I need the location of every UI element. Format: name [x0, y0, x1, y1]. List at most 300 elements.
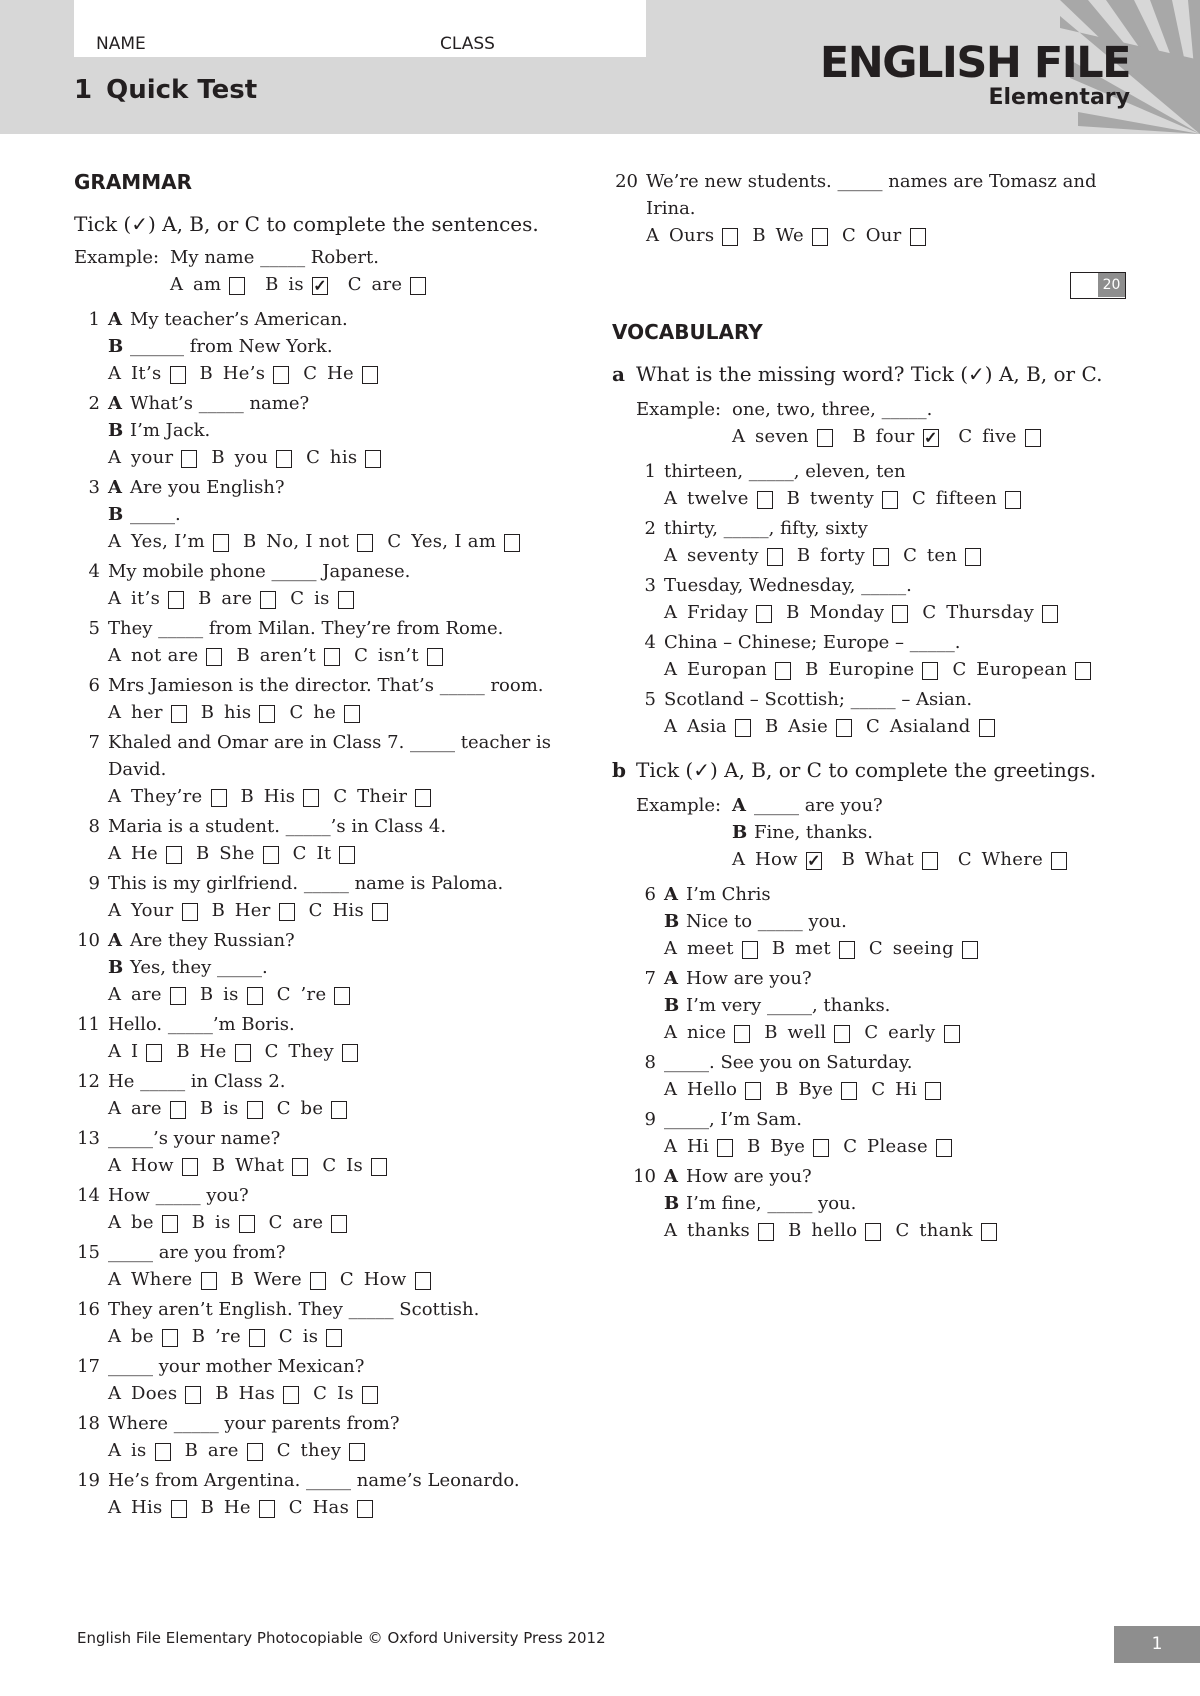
question-item [74, 306, 594, 387]
checkbox[interactable] [331, 1215, 347, 1233]
answer-option[interactable] [313, 1380, 378, 1407]
question-item [74, 729, 594, 810]
checkbox[interactable] [247, 1443, 263, 1461]
question-line: _____’s your name? [108, 1128, 281, 1149]
answer-option[interactable] [215, 1380, 299, 1407]
checkbox[interactable] [717, 1139, 733, 1157]
option-letter: A [664, 716, 677, 737]
answer-option[interactable] [664, 1076, 761, 1103]
checkbox[interactable] [273, 366, 289, 384]
checkbox[interactable] [201, 1272, 217, 1290]
checkbox[interactable] [339, 846, 355, 864]
answer-option[interactable] [200, 981, 263, 1008]
answer-option[interactable] [842, 222, 926, 249]
answer-option[interactable] [354, 642, 443, 669]
checkbox[interactable] [146, 1044, 162, 1062]
question-number: 12 [77, 1071, 100, 1092]
checkbox[interactable] [372, 903, 388, 921]
page-number: 1 [1114, 1626, 1200, 1663]
option-letter: C [276, 1440, 291, 1461]
option-letter: B [752, 225, 766, 246]
answer-option[interactable] [200, 1095, 263, 1122]
answer-options [664, 935, 1132, 962]
question-item [612, 1163, 1132, 1244]
option-letter: C [843, 1136, 858, 1157]
answer-option[interactable] [236, 642, 340, 669]
score-total: 20 [1098, 273, 1125, 297]
option-letter: B [230, 1269, 244, 1290]
checkbox[interactable] [1025, 429, 1041, 447]
answer-option[interactable] [786, 599, 908, 626]
answer-options [664, 485, 1132, 512]
option-text: well [787, 1022, 827, 1043]
checkbox[interactable] [213, 534, 229, 552]
checkbox[interactable] [836, 719, 852, 737]
checkbox[interactable] [171, 1500, 187, 1518]
question-text [108, 1011, 594, 1038]
answer-option[interactable] [340, 1266, 431, 1293]
answer-option[interactable] [646, 222, 738, 249]
question-number: 7 [88, 732, 100, 753]
checkbox[interactable] [722, 228, 738, 246]
checkbox[interactable] [235, 1044, 251, 1062]
speaker-label: A [664, 1166, 678, 1187]
vocab-a-example: Example: one, two, three, _____. A seven B four ✓ C five [612, 396, 1132, 450]
checkbox[interactable] [324, 648, 340, 666]
option-letter: B [775, 1079, 789, 1100]
checkbox[interactable] [834, 1025, 850, 1043]
checkbox[interactable] [168, 591, 184, 609]
answer-option[interactable] [108, 585, 184, 612]
checkbox[interactable] [181, 450, 197, 468]
option-text: Europine [828, 659, 915, 680]
answer-option[interactable] [664, 1217, 774, 1244]
question-text [108, 474, 594, 501]
answer-option[interactable] [277, 1437, 366, 1464]
answer-option[interactable] [303, 360, 378, 387]
checkbox[interactable] [185, 1386, 201, 1404]
checkbox[interactable] [504, 534, 520, 552]
answer-option[interactable] [108, 1152, 198, 1179]
checkbox[interactable] [734, 1025, 750, 1043]
option-text: be [131, 1326, 154, 1347]
question-line: I’m fine, _____ you. [686, 1193, 857, 1214]
checkbox[interactable] [882, 491, 898, 509]
answer-option[interactable] [293, 840, 356, 867]
checkbox[interactable] [342, 1044, 358, 1062]
checkbox[interactable] [1005, 491, 1021, 509]
option-letter: A [108, 1041, 121, 1062]
checkbox[interactable] [155, 1443, 171, 1461]
checkbox[interactable] [276, 450, 292, 468]
answer-option[interactable] [387, 528, 520, 555]
checkbox[interactable] [344, 705, 360, 723]
question-text [108, 417, 594, 444]
question-number: 13 [77, 1128, 100, 1149]
answer-option[interactable] [664, 1133, 733, 1160]
checkbox[interactable] [229, 277, 245, 295]
answer-options [664, 1019, 1132, 1046]
answer-option[interactable] [664, 713, 751, 740]
question-line: How _____ you? [108, 1185, 249, 1206]
question-line: Are they Russian? [130, 930, 295, 951]
question-text [664, 1106, 1132, 1133]
checkbox[interactable] [310, 1272, 326, 1290]
option-text: Asia [687, 716, 727, 737]
option-text: his [223, 702, 252, 723]
checkbox[interactable] [922, 852, 938, 870]
option-text: Has [238, 1383, 276, 1404]
header-band [0, 0, 1200, 134]
answer-option[interactable] [922, 599, 1058, 626]
checkbox[interactable] [247, 1101, 263, 1119]
option-letter: C [276, 984, 291, 1005]
checkbox[interactable] [1051, 852, 1067, 870]
option-text: forty [820, 545, 866, 566]
question-text [108, 390, 594, 417]
question-item [74, 672, 594, 726]
option-text: thanks [687, 1220, 751, 1241]
answer-option[interactable] [108, 360, 186, 387]
checkbox[interactable] [965, 548, 981, 566]
option-text: Where [131, 1269, 193, 1290]
answer-option[interactable] [871, 1076, 941, 1103]
checkbox[interactable] [981, 1223, 997, 1241]
checkbox[interactable] [283, 1386, 299, 1404]
answer-option[interactable] [333, 783, 431, 810]
checkbox[interactable] [944, 1025, 960, 1043]
question-text [664, 908, 1132, 935]
answer-option[interactable] [903, 542, 981, 569]
right-column [612, 168, 1132, 252]
speaker-label: A [664, 968, 678, 989]
checkbox[interactable] [767, 548, 783, 566]
grammar-title: GRAMMAR [74, 170, 192, 194]
checkbox[interactable] [745, 1082, 761, 1100]
checkbox[interactable] [170, 987, 186, 1005]
question-text [664, 881, 1132, 908]
question-text [108, 1068, 594, 1095]
question-number: 1 [88, 309, 100, 330]
answer-option[interactable] [108, 699, 187, 726]
question-number: 6 [644, 884, 656, 905]
checkbox[interactable] [162, 1215, 178, 1233]
option-text: Is [346, 1155, 364, 1176]
checkbox[interactable] [415, 1272, 431, 1290]
answer-option[interactable] [265, 1038, 358, 1065]
checkbox[interactable] [362, 1386, 378, 1404]
answer-option[interactable] [752, 222, 828, 249]
option-text: ’re [215, 1326, 241, 1347]
answer-option[interactable] [290, 585, 353, 612]
checkbox-ticked[interactable]: ✓ [807, 850, 821, 870]
question-line: thirty, _____, fifty, sixty [664, 518, 868, 539]
checkbox[interactable] [331, 1101, 347, 1119]
option-text: is [215, 1212, 231, 1233]
checkbox[interactable] [756, 605, 772, 623]
answer-option[interactable] [108, 642, 222, 669]
checkbox[interactable] [910, 228, 926, 246]
answer-option[interactable] [185, 1437, 263, 1464]
checkbox[interactable] [841, 1082, 857, 1100]
checkbox[interactable] [247, 987, 263, 1005]
option-text: twelve [687, 488, 749, 509]
question-item [612, 965, 1132, 1046]
option-letter: C [387, 531, 402, 552]
answer-option[interactable] [108, 1323, 178, 1350]
answer-option[interactable] [212, 897, 295, 924]
answer-option[interactable] [196, 840, 279, 867]
checkbox[interactable] [410, 277, 426, 295]
answer-option[interactable] [108, 1038, 162, 1065]
answer-option[interactable] [864, 1019, 959, 1046]
checkbox[interactable] [303, 789, 319, 807]
answer-option[interactable] [108, 528, 229, 555]
checkbox[interactable] [334, 987, 350, 1005]
answer-option[interactable] [108, 1437, 171, 1464]
question-line: Tuesday, Wednesday, _____. [664, 575, 912, 596]
answer-option[interactable] [664, 485, 773, 512]
answer-option[interactable] [108, 783, 227, 810]
answer-option[interactable] [201, 699, 276, 726]
checkbox[interactable] [259, 705, 275, 723]
option-text: No, I not [266, 531, 350, 552]
checkbox[interactable] [757, 491, 773, 509]
answer-option[interactable] [952, 656, 1091, 683]
question-item [74, 1467, 594, 1521]
checkbox[interactable] [170, 1101, 186, 1119]
checkbox[interactable] [239, 1215, 255, 1233]
checkbox[interactable] [182, 1158, 198, 1176]
checkbox[interactable] [415, 789, 431, 807]
answer-option[interactable] [277, 981, 351, 1008]
checkbox[interactable] [259, 1500, 275, 1518]
option-letter: A [664, 1022, 677, 1043]
answer-option[interactable] [108, 1380, 201, 1407]
checkbox[interactable] [742, 941, 758, 959]
checkbox[interactable] [263, 846, 279, 864]
option-text: be [131, 1212, 154, 1233]
checkbox[interactable] [775, 662, 791, 680]
answer-option[interactable] [843, 1133, 952, 1160]
answer-option[interactable] [787, 485, 898, 512]
option-text: your [131, 447, 174, 468]
answer-options [108, 1437, 594, 1464]
answer-option[interactable] [788, 1217, 881, 1244]
question-text [108, 870, 594, 897]
checkbox[interactable] [357, 1500, 373, 1518]
answer-option[interactable] [192, 1209, 255, 1236]
option-letter: A [108, 1497, 121, 1518]
checkbox[interactable] [922, 662, 938, 680]
answer-option[interactable] [192, 1323, 265, 1350]
vocab-a-instruction: a What is the missing word? Tick (✓) A, B, or C. [612, 362, 1103, 386]
checkbox[interactable] [279, 903, 295, 921]
answer-option[interactable] [108, 1209, 178, 1236]
answer-option[interactable] [805, 656, 938, 683]
answer-options [664, 656, 1132, 683]
answer-option[interactable] [176, 1038, 250, 1065]
checkbox[interactable] [357, 534, 373, 552]
answer-options [664, 1217, 1132, 1244]
checkbox[interactable] [292, 1158, 308, 1176]
checkbox[interactable] [873, 548, 889, 566]
checkbox[interactable] [1075, 662, 1091, 680]
answer-option[interactable] [201, 1494, 275, 1521]
option-letter: C [306, 447, 320, 468]
checkbox[interactable] [1042, 605, 1058, 623]
answer-option[interactable] [108, 897, 198, 924]
answer-options [664, 542, 1132, 569]
answer-option[interactable] [895, 1217, 996, 1244]
option-text: His [263, 786, 296, 807]
question-item [74, 1182, 594, 1236]
option-text: He [223, 1497, 251, 1518]
answer-option[interactable] [289, 699, 360, 726]
example-label: Example: [74, 247, 160, 268]
checkbox[interactable] [936, 1139, 952, 1157]
question-text [108, 672, 594, 699]
answer-option[interactable] [306, 444, 381, 471]
question-number: 19 [77, 1470, 100, 1491]
answer-option[interactable] [108, 1494, 187, 1521]
option-letter: A [108, 1326, 121, 1347]
answer-option[interactable] [277, 1095, 348, 1122]
question-line: _____. [130, 504, 181, 525]
checkbox[interactable] [839, 941, 855, 959]
checkbox-ticked[interactable]: ✓ [313, 275, 327, 295]
checkbox[interactable] [813, 1139, 829, 1157]
answer-options [646, 222, 1132, 249]
checkbox[interactable] [979, 719, 995, 737]
question-item [612, 458, 1132, 512]
answer-options [108, 699, 594, 726]
option-letter: A [108, 843, 121, 864]
checkbox[interactable] [427, 648, 443, 666]
answer-option[interactable] [212, 1152, 309, 1179]
answer-option[interactable] [289, 1494, 373, 1521]
answer-option[interactable] [108, 444, 197, 471]
question-line: Are you English? [130, 477, 285, 498]
grammar-question-list [74, 306, 594, 1521]
answer-option[interactable] [664, 542, 783, 569]
question-text [646, 168, 1132, 222]
score-input[interactable] [1071, 273, 1099, 297]
question-number: 3 [644, 575, 656, 596]
answer-option[interactable] [866, 713, 995, 740]
answer-option[interactable] [775, 1076, 857, 1103]
answer-option[interactable] [309, 897, 388, 924]
option-letter: C [268, 1212, 283, 1233]
checkbox[interactable] [260, 591, 276, 609]
option-text: fifteen [935, 488, 998, 509]
answer-option[interactable] [231, 1266, 326, 1293]
answer-option[interactable] [269, 1209, 348, 1236]
answer-option[interactable] [912, 485, 1021, 512]
option-letter: B [788, 1220, 802, 1241]
checkbox[interactable] [206, 648, 222, 666]
answer-option[interactable] [322, 1152, 387, 1179]
question-item [74, 1353, 594, 1407]
option-text: He’s [222, 363, 266, 384]
vocab-b-question-list [612, 881, 1132, 1244]
answer-option[interactable] [772, 935, 855, 962]
option-letter: A [664, 1136, 677, 1157]
answer-option[interactable] [664, 935, 758, 962]
checkbox[interactable] [962, 941, 978, 959]
answer-option[interactable] [243, 528, 373, 555]
answer-options [108, 1323, 594, 1350]
checkbox-ticked[interactable]: ✓ [923, 427, 938, 447]
checkbox[interactable] [735, 719, 751, 737]
checkbox[interactable] [349, 1443, 365, 1461]
question-number: 9 [644, 1109, 656, 1130]
checkbox[interactable] [362, 366, 378, 384]
answer-option[interactable] [764, 1019, 850, 1046]
checkbox[interactable] [758, 1223, 774, 1241]
answer-option[interactable] [200, 360, 290, 387]
option-letter: B [211, 900, 225, 921]
question-number: 15 [77, 1242, 100, 1263]
question-text [664, 965, 1132, 992]
answer-option[interactable] [797, 542, 889, 569]
checkbox[interactable] [365, 450, 381, 468]
checkbox[interactable] [892, 605, 908, 623]
checkbox[interactable] [925, 1082, 941, 1100]
answer-option[interactable] [664, 656, 791, 683]
checkbox[interactable] [338, 591, 354, 609]
checkbox[interactable] [211, 789, 227, 807]
answer-option[interactable] [664, 599, 772, 626]
checkbox[interactable] [170, 366, 186, 384]
checkbox[interactable] [865, 1223, 881, 1241]
option-text: We [775, 225, 804, 246]
name-class-box [74, 0, 646, 57]
answer-option[interactable] [108, 981, 186, 1008]
checkbox[interactable] [162, 1329, 178, 1347]
checkbox[interactable] [817, 429, 833, 447]
answer-option[interactable] [747, 1133, 829, 1160]
answer-option[interactable] [765, 713, 852, 740]
checkbox[interactable] [166, 846, 182, 864]
answer-options [108, 1152, 594, 1179]
answer-option[interactable] [664, 1019, 750, 1046]
test-number: 1 [74, 75, 93, 105]
answer-option[interactable] [198, 585, 276, 612]
checkbox[interactable] [182, 903, 198, 921]
question-line: China – Chinese; Europe – _____. [664, 632, 961, 653]
answer-option[interactable] [211, 444, 292, 471]
option-letter: B [184, 1440, 198, 1461]
checkbox[interactable] [326, 1329, 342, 1347]
option-letter: B [236, 645, 250, 666]
answer-option[interactable] [108, 1095, 186, 1122]
checkbox[interactable] [249, 1329, 265, 1347]
question-line: I’m Chris [686, 884, 771, 905]
answer-option[interactable] [279, 1323, 342, 1350]
option-letter: C [903, 545, 917, 566]
checkbox[interactable] [171, 705, 187, 723]
answer-option[interactable] [241, 783, 320, 810]
answer-options [108, 360, 594, 387]
option-text: Hello [687, 1079, 738, 1100]
checkbox[interactable] [812, 228, 828, 246]
answer-option[interactable] [108, 1266, 217, 1293]
answer-option[interactable] [108, 840, 182, 867]
option-text: are [292, 1212, 324, 1233]
answer-option[interactable] [869, 935, 978, 962]
checkbox[interactable] [371, 1158, 387, 1176]
